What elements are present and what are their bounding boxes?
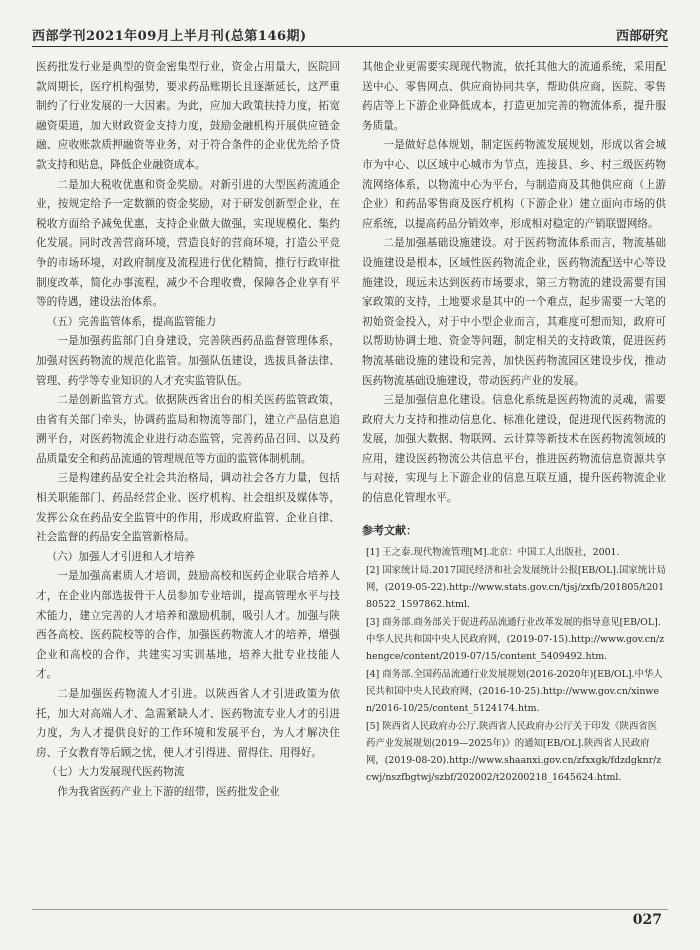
reference-item: [2] 国家统计局.2017国民经济和社会发展统计公报[EB/OL].国家统计局网，(2019-05-22).http://www.stats.gov.cn/tjsj/zxfb/201805/t20180522_1597862.html. (366, 565, 666, 611)
paragraph: 三是加强信息化建设。信息化系统是医药物流的灵魂，需要政府大力支持和推动信息化、标准化建设，促进现代医药物流的发展，加强大数据、物联网、云计算等新技术在医药物流领域的应用，建设医药物流公共信息平台，推进医药物流信息资源共享与对接，实现与上下游企业的信息互联互通，提升医药物流企业的信息化管理水平。 (362, 394, 666, 505)
reference-item: [3] 商务部.商务部关于促进药品流通行业改革发展的指导意见[EB/OL].中华人民共和国中央人民政府网，(2019-07-15).http://www.gov.cn/zhengce/content/2019-07/15/content_5409492.htm. (366, 617, 665, 663)
header-rule (32, 46, 668, 47)
paragraph: 二是加强医药物流人才引进。以陕西省人才引进政策为依托，加大对高端人才、急需紧缺人才、医药物流专业人才的引进力度，为人才提供良好的工作环境和发展平台，为人才解决住房、子女教育等后顾之忧，使人才引得进、留得住、用得好。 (36, 688, 340, 759)
paragraph: 二是加强基础设施建设。对于医药物流体系而言，物流基础设施建设是根本，区域性医药物流企业，医药物流配送中心等设施建设，现远未达到医药市场要求，第三方物流的建设需要有国家政策的支持，土地要求是其中的一个难点，起步需要一大笔的初始资金投入，对于中小型企业而言，其难度可想而知，政府可以帮助协调土地、资金等问题，制定相关的支持政策，促进医药物流基础设施的建设和完善，加快医药物流园区建设步伐，推动医药物流基础设施建设，带动医药产业的发展。 (362, 237, 666, 387)
left-column (36, 58, 340, 803)
right-column (362, 58, 666, 787)
journal-title: 西部学刊2021年09月上半月刊(总第146期) (32, 29, 307, 44)
section-heading: （六）加强人才引进和人才培养 (46, 550, 195, 563)
references-title: 参考文献： (362, 523, 417, 537)
reference-item: [5] 陕西省人民政府办公厅.陕西省人民政府办公厅关于印发《陕西省医药产业发展规划(2019—2025年)》的通知[EB/OL].陕西省人民政府网，(2019-08-20).http://www.shaanxi.gov.cn/zfxxgk/fdzdgknr/zcwj/nszfbgtwj/szbf/202002/t20200218_1645624.html. (366, 721, 662, 784)
paragraph: 一是加强药监部门自身建设，完善陕西药品监督管理体系，加强对医药物流的规范化监管。加强队伍建设，选拔具备法律、管理、药学等专业知识的人才充实监管队伍。 (36, 335, 340, 387)
section-title: 西部研究 (615, 29, 668, 44)
paragraph: 一是做好总体规划，制定医药物流发展规划，形成以省会城市为中心、以区域中心城市为节点，连接县、乡、村三级医药物流网络体系，以物流中心为平台，与制造商及其他供应商（上游企业）和药品零售商及医疗机构（下游企业）建立面向市场的供应系统，以提高药品分销效率，形成相对稳定的产销联盟网络。 (362, 139, 666, 230)
footer-rule (32, 909, 668, 910)
reference-item: [1] 王之泰.现代物流管理[M].北京：中国工人出版社，2001. (366, 547, 620, 559)
page-number: 027 (632, 912, 662, 928)
paragraph: 二是加大税收优惠和资金奖励。对新引进的大型医药流通企业，按规定给予一定数额的资金奖励，对于研发创新型企业，在税收方面给予减免优惠，支持企业做大做强，实现规模化、集约化发展。同时改善营商环境，营造良好的营商环境，打造公平竞争的市场环境，对政府制度及流程进行优化精简，推行行政审批制度改革，简化办事流程，减少不合理收费，保障各企业享有平等的待遇，建设法治体系。 (36, 178, 340, 309)
paragraph: 其他企业更需要实现现代物流，依托其他大的流通系统，采用配送中心、零售网点、供应商协同共享，帮助供应商，医院、零售药店等上下游企业降低成本，打造更加完善的物流体系，提升服务质量。 (362, 61, 666, 132)
paragraph: 三是构建药品安全社会共治格局，调动社会各方力量，包括相关职能部门、药品经营企业、医疗机构、社会组织及媒体等，发挥公众在药品安全监管中的作用，形成政府监管、企业自律、社会监督的药品安全监管新格局。 (36, 472, 340, 544)
paragraph: 医药批发行业是典型的资金密集型行业，资金占用量大，医院回款周期长，医疗机构强势，要求药品账期长且逐渐延长，这严重制约了行业发展的一大因素。为此，应加大政策扶持力度，拓宽融资渠道，加大财政资金支持力度，鼓励金融机构开展供应链金融、应收账款质押融资等业务，对于符合条件的企业优先给予贷款支持和贴息，降低企业融资成本。 (36, 61, 340, 171)
section-heading: （七）大力发展现代医药物流 (46, 766, 185, 779)
paragraph: 二是创新监管方式。依据陕西省出台的相关医药监管政策，由省有关部门牵头，协调药监局和物流等部门，建立产品信息追溯平台，对医药物流企业进行动态监管，完善药品召回、以及药品质量安全和药品流通的管理规范等方面的监管体制机制。 (36, 394, 340, 465)
references-list (362, 544, 666, 786)
section-heading: （五）完善监管体系，提高监管能力 (46, 315, 217, 328)
page-header (32, 22, 668, 46)
paragraph: 作为我省医药产业上下游的纽带，医药批发企业 (57, 785, 280, 798)
reference-item: [4] 商务部.全国药品流通行业发展规划(2016-2020年)[EB/OL].中华人民共和国中央人民政府网，(2016-10-25).http://www.gov.cn/xinwen/2016-10/25/content_5124174.htm. (366, 669, 663, 715)
paragraph: 一是加强高素质人才培训，鼓励高校和医药企业联合培养人才，在企业内部选拔骨干人员参加专业培训，提高管理水平与技术能力，建立完善的人才培养和激励机制，吸引人才。加强与陕西各高校、医药院校等的合作，加强医药物流人才的培养，增强企业和高校的合作，共建实习实训基地，培养大批专业技能人才。 (36, 570, 340, 681)
